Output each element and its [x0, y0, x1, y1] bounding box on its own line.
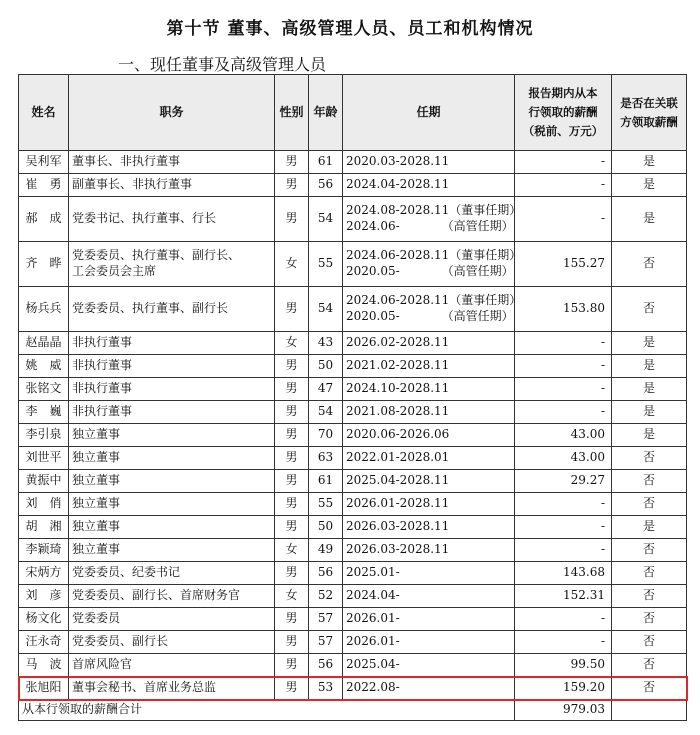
cell-gender: 男: [275, 654, 309, 677]
cell-name: 张旭阳: [19, 677, 69, 700]
table-row: [19, 493, 687, 516]
cell-pay: -: [515, 174, 612, 197]
table-row: [19, 585, 687, 608]
cell-related-pay: 否: [612, 242, 687, 287]
cell-pay: -: [515, 493, 612, 516]
table-row: [19, 631, 687, 654]
cell-tenure: 2024.08-2028.11（董事任期） 2024.06- （高管任期）: [343, 197, 515, 242]
cell-name: 赵晶晶: [19, 332, 69, 355]
cell-tenure: 2024.04-: [343, 585, 515, 608]
cell-tenure: 2024.06-2028.11（董事任期） 2020.05- （高管任期）: [343, 287, 515, 332]
cell-pay: -: [515, 355, 612, 378]
cell-tenure: 2026.02-2028.11: [343, 332, 515, 355]
table-row: [19, 447, 687, 470]
cell-name: 齐 晔: [19, 242, 69, 287]
cell-position: 副董事长、非执行董事: [69, 174, 275, 197]
table-row: [19, 197, 687, 242]
cell-tenure: 2026.01-: [343, 631, 515, 654]
cell-name: 胡 湘: [19, 516, 69, 539]
cell-position: 非执行董事: [69, 401, 275, 424]
cell-related-pay: 否: [612, 470, 687, 493]
cell-related-pay: 否: [612, 539, 687, 562]
cell-pay: 152.31: [515, 585, 612, 608]
cell-position: 非执行董事: [69, 378, 275, 401]
table-row: [19, 654, 687, 677]
cell-age: 57: [309, 608, 343, 631]
cell-age: 50: [309, 355, 343, 378]
cell-pay: -: [515, 332, 612, 355]
cell-pay: -: [515, 197, 612, 242]
cell-position: 党委书记、执行董事、行长: [69, 197, 275, 242]
cell-position: 首席风险官: [69, 654, 275, 677]
table-row: [19, 332, 687, 355]
cell-gender: 男: [275, 493, 309, 516]
table-row: [19, 174, 687, 197]
cell-name: 李引泉: [19, 424, 69, 447]
cell-pay: 29.27: [515, 470, 612, 493]
cell-pay: -: [515, 151, 612, 174]
cell-position: 独立董事: [69, 493, 275, 516]
table-row: [19, 539, 687, 562]
cell-position: 独立董事: [69, 447, 275, 470]
header-pay-line: 报告期内从本: [528, 86, 598, 101]
cell-position: 独立董事: [69, 516, 275, 539]
total-value: 979.03: [515, 700, 612, 721]
cell-pay: -: [515, 631, 612, 654]
cell-tenure: 2020.06-2026.06: [343, 424, 515, 447]
table-row-highlighted: [19, 677, 687, 700]
cell-gender: 女: [275, 242, 309, 287]
cell-age: 54: [309, 401, 343, 424]
table-row: [19, 562, 687, 585]
cell-gender: 男: [275, 631, 309, 654]
cell-name: 杨文化: [19, 608, 69, 631]
cell-position: 党委委员: [69, 608, 275, 631]
header-pay-line: （税前、万元）: [522, 123, 604, 138]
cell-tenure: 2025.04-: [343, 654, 515, 677]
cell-gender: 男: [275, 174, 309, 197]
header-gender: 性别: [275, 75, 309, 151]
table-row: [19, 378, 687, 401]
cell-name: 郝 成: [19, 197, 69, 242]
header-tenure: 任期: [343, 75, 515, 151]
cell-pay: 159.20: [515, 677, 612, 700]
cell-pay: 43.00: [515, 447, 612, 470]
cell-related-pay: 否: [612, 608, 687, 631]
cell-name: 李 巍: [19, 401, 69, 424]
total-row: [19, 700, 687, 721]
cell-tenure: 2024.04-2028.11: [343, 174, 515, 197]
cell-position: 党委委员、副行长: [69, 631, 275, 654]
cell-tenure: 2024.06-2028.11（董事任期） 2020.05- （高管任期）: [343, 242, 515, 287]
cell-name: 杨兵兵: [19, 287, 69, 332]
cell-gender: 女: [275, 332, 309, 355]
table-row: [19, 242, 687, 287]
cell-age: 61: [309, 470, 343, 493]
table-header-row: [19, 75, 687, 151]
cell-related-pay: 否: [612, 447, 687, 470]
table-row: [19, 516, 687, 539]
cell-tenure: 2022.08-: [343, 677, 515, 700]
table-row: [19, 151, 687, 174]
cell-tenure: 2026.03-2028.11: [343, 539, 515, 562]
cell-pay: 153.80: [515, 287, 612, 332]
cell-position: 独立董事: [69, 470, 275, 493]
cell-gender: 男: [275, 516, 309, 539]
cell-tenure: 2026.03-2028.11: [343, 516, 515, 539]
cell-gender: 男: [275, 608, 309, 631]
cell-name: 崔 勇: [19, 174, 69, 197]
cell-gender: 男: [275, 197, 309, 242]
cell-age: 56: [309, 174, 343, 197]
cell-gender: 女: [275, 539, 309, 562]
cell-name: 姚 威: [19, 355, 69, 378]
cell-age: 56: [309, 654, 343, 677]
cell-related-pay: 是: [612, 174, 687, 197]
cell-position: 独立董事: [69, 424, 275, 447]
cell-name: 宋炳方: [19, 562, 69, 585]
cell-name: 刘世平: [19, 447, 69, 470]
cell-tenure: 2026.01-2028.11: [343, 493, 515, 516]
cell-related-pay: 是: [612, 424, 687, 447]
cell-gender: 男: [275, 562, 309, 585]
cell-position: 非执行董事: [69, 332, 275, 355]
cell-tenure: 2021.08-2028.11: [343, 401, 515, 424]
cell-name: 马 波: [19, 654, 69, 677]
cell-related-pay: 是: [612, 197, 687, 242]
cell-pay: 143.68: [515, 562, 612, 585]
header-pay-line: 行领取的薪酬: [528, 105, 598, 120]
cell-related-pay: 否: [612, 562, 687, 585]
cell-position: 董事会秘书、首席业务总监: [69, 677, 275, 700]
cell-tenure: 2024.10-2028.11: [343, 378, 515, 401]
table-row: [19, 401, 687, 424]
cell-gender: 男: [275, 355, 309, 378]
cell-related-pay: 是: [612, 355, 687, 378]
table-row: [19, 287, 687, 332]
cell-related-pay: 否: [612, 654, 687, 677]
cell-age: 55: [309, 242, 343, 287]
cell-pay: -: [515, 401, 612, 424]
cell-pay: -: [515, 539, 612, 562]
cell-gender: 男: [275, 447, 309, 470]
cell-gender: 男: [275, 151, 309, 174]
cell-tenure: 2026.01-: [343, 608, 515, 631]
cell-name: 刘 彦: [19, 585, 69, 608]
table-row: [19, 470, 687, 493]
cell-related-pay: 是: [612, 401, 687, 424]
cell-pay: -: [515, 378, 612, 401]
cell-position: 非执行董事: [69, 355, 275, 378]
cell-age: 49: [309, 539, 343, 562]
cell-related-pay: 否: [612, 585, 687, 608]
cell-pay: 155.27: [515, 242, 612, 287]
cell-tenure: 2022.01-2028.01: [343, 447, 515, 470]
cell-position: 党委委员、纪委书记: [69, 562, 275, 585]
cell-tenure: 2021.02-2028.11: [343, 355, 515, 378]
cell-name: 汪永奇: [19, 631, 69, 654]
cell-pay: -: [515, 516, 612, 539]
header-related-line: 方领取薪酬: [620, 114, 678, 129]
cell-gender: 男: [275, 287, 309, 332]
table-row: [19, 608, 687, 631]
cell-position: 党委委员、执行董事、副行长: [69, 287, 275, 332]
cell-related-pay: 否: [612, 631, 687, 654]
header-pay: [515, 75, 612, 151]
cell-related-pay: 否: [612, 493, 687, 516]
cell-related-pay: 是: [612, 332, 687, 355]
executives-table: [18, 74, 687, 721]
cell-age: 50: [309, 516, 343, 539]
cell-position: 独立董事: [69, 539, 275, 562]
cell-tenure: 2025.01-: [343, 562, 515, 585]
cell-age: 47: [309, 378, 343, 401]
cell-name: 黄振中: [19, 470, 69, 493]
cell-age: 56: [309, 562, 343, 585]
cell-position: 党委委员、副行长、首席财务官: [69, 585, 275, 608]
total-label: 从本行领取的薪酬合计: [19, 700, 515, 721]
cell-gender: 男: [275, 677, 309, 700]
cell-gender: 女: [275, 585, 309, 608]
header-age: 年龄: [309, 75, 343, 151]
header-related-line: 是否在关联: [620, 95, 678, 110]
cell-age: 52: [309, 585, 343, 608]
cell-name: 张铭文: [19, 378, 69, 401]
cell-tenure: 2025.04-2028.11: [343, 470, 515, 493]
cell-age: 63: [309, 447, 343, 470]
cell-age: 61: [309, 151, 343, 174]
cell-gender: 男: [275, 378, 309, 401]
cell-name: 李颖琦: [19, 539, 69, 562]
cell-name: 吴利军: [19, 151, 69, 174]
cell-related-pay: 是: [612, 151, 687, 174]
section-subtitle: 一、现任董事及高级管理人员: [118, 55, 327, 74]
cell-position: 董事长、非执行董事: [69, 151, 275, 174]
header-related-pay: [612, 75, 687, 151]
cell-related-pay: 是: [612, 378, 687, 401]
cell-related-pay: 否: [612, 287, 687, 332]
cell-age: 43: [309, 332, 343, 355]
cell-age: 55: [309, 493, 343, 516]
cell-gender: 男: [275, 470, 309, 493]
cell-gender: 男: [275, 401, 309, 424]
cell-name: 刘 俏: [19, 493, 69, 516]
cell-related-pay: 是: [612, 516, 687, 539]
total-empty-cell: [612, 700, 687, 721]
cell-age: 57: [309, 631, 343, 654]
cell-position: 党委委员、执行董事、副行长、 工会委员会主席: [69, 242, 275, 287]
cell-age: 70: [309, 424, 343, 447]
section-title: 第十节 董事、高级管理人员、员工和机构情况: [166, 19, 534, 39]
cell-age: 53: [309, 677, 343, 700]
cell-age: 54: [309, 197, 343, 242]
cell-pay: 43.00: [515, 424, 612, 447]
cell-tenure: 2020.03-2028.11: [343, 151, 515, 174]
cell-pay: 99.50: [515, 654, 612, 677]
header-position: 职务: [69, 75, 275, 151]
table-row: [19, 355, 687, 378]
table-row: [19, 424, 687, 447]
cell-gender: 男: [275, 424, 309, 447]
header-name: 姓名: [19, 75, 69, 151]
cell-pay: -: [515, 608, 612, 631]
cell-related-pay: 否: [612, 677, 687, 700]
cell-age: 54: [309, 287, 343, 332]
table-body: [19, 151, 687, 700]
